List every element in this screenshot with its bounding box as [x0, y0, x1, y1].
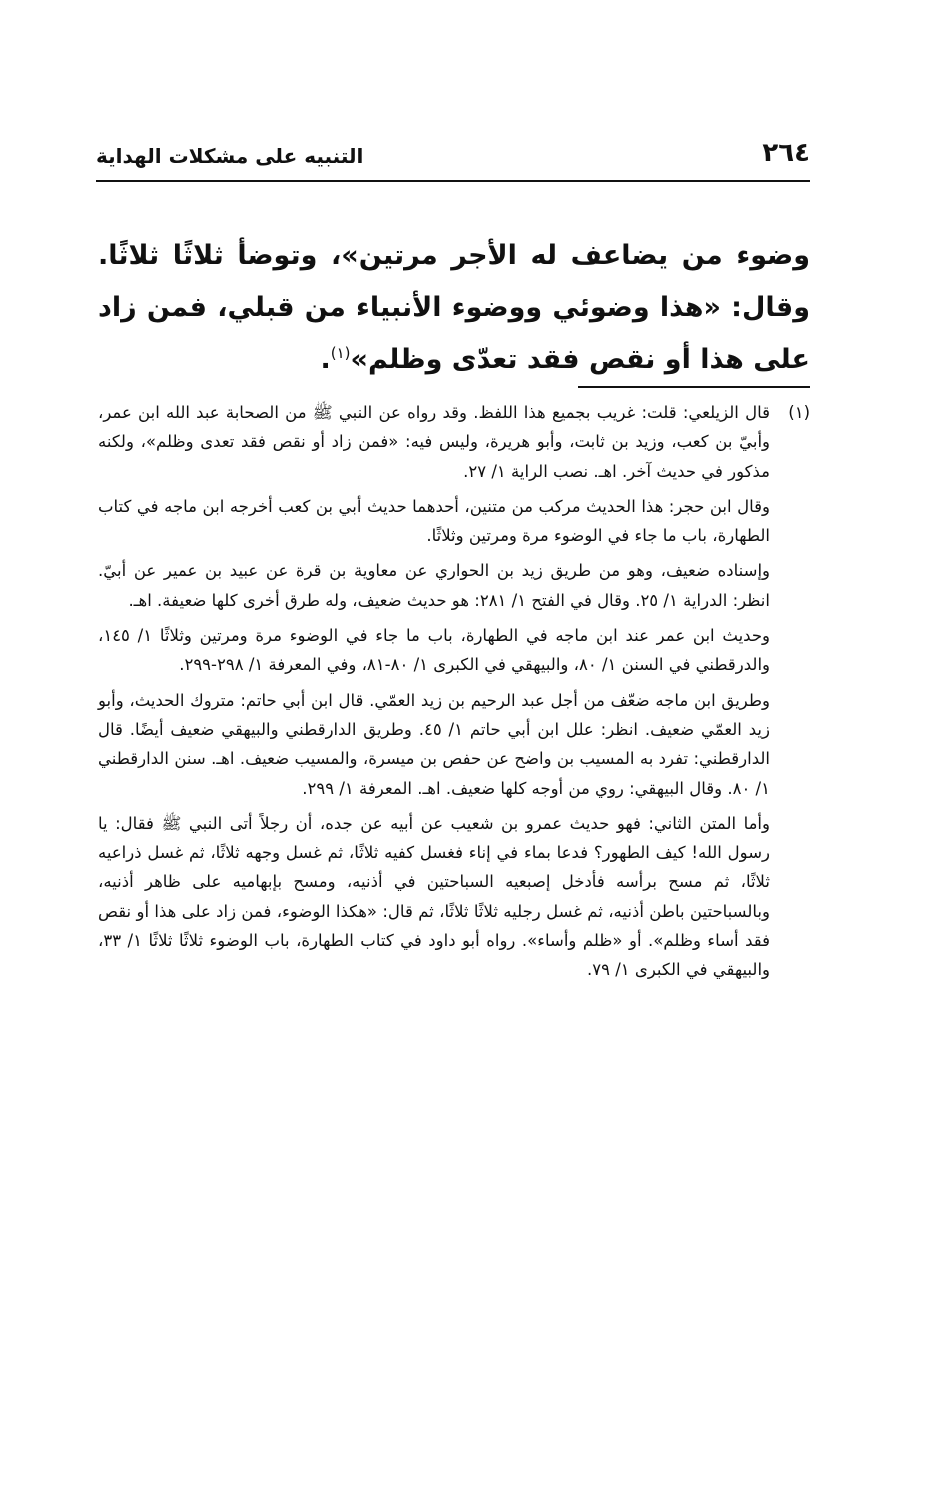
running-title: التنبيه على مشكلات الهداية — [96, 144, 364, 168]
footnote-text: وحديث ابن عمر عند ابن ماجه في الطهارة، باب ما جاء في الوضوء مرة ومرتين وثلاثًا ١/ ١٤٥، والدرقطني في السنن ١/ ٨٠، والبيهقي في الكبرى ١/ ٨٠-٨١، وفي المعرفة ١/ ٢٩٨-٢٩٩. — [98, 626, 771, 675]
footnote-paragraph — [98, 556, 810, 615]
footnote-paragraph — [98, 809, 810, 985]
footnote-number: (١) — [788, 403, 810, 422]
main-text — [98, 230, 810, 386]
footnote-text: وقال ابن حجر: هذا الحديث مركب من متنين، أحدهما حديث أبي بن كعب أخرجه ابن ماجه في كتاب الطهارة، باب ما جاء في الوضوء مرة ومرتين وثلاثًا. — [98, 496, 770, 546]
main-text-end: . — [320, 344, 331, 375]
footnote-paragraph — [98, 621, 810, 680]
footnote-reference: (١) — [330, 344, 351, 362]
footnote-text: وطريق ابن ماجه ضعّف من أجل عبد الرحيم بن زيد العمّي. قال ابن أبي حاتم: متروك الحديث، وأبو زيد العمّي ضعيف. انظر: علل ابن أبي حاتم ١/ ٤٥. وطريق الدارقطني والبيهقي ضعيف أيضًا. قال الدارقطني: تفرد به المسيب بن واضح عن حفص بن ميسرة، والمسيب ضعيف. اهـ. سنن الدارقطني ١/ ٨٠. وقال البيهقي: روي من أوجه كلها ضعيف. اهـ. المعرفة ١/ ٢٩٩. — [98, 690, 770, 798]
page-number: ٢٦٤ — [762, 138, 810, 168]
main-text-body: وضوء من يضاعف له الأجر مرتين»، وتوضأ ثلاثًا ثلاثًا. وقال: «هذا وضوئي ووضوء الأنبياء من قبلي، فمن زاد على هذا أو نقص فقد تعدّى وظلم» — [98, 240, 810, 375]
header-rule — [96, 180, 810, 182]
footnote-text: وأما المتن الثاني: فهو حديث عمرو بن شعيب عن أبيه عن جده، أن رجلاً أتى النبي ﷺ فقال: يا رسول الله! كيف الطهور؟ فدعا بماء في إناء فغسل كفيه ثلاثًا، ثم غسل وجهه ثلاثًا، ثم غسل ذراعيه ثلاثًا، ثم مسح برأسه فأدخل إصبعيه السباحتين في أذنيه، ومسح بإبهاميه على ظاهر أذنيه، وبالسباحتين باطن أذنيه، ثم غسل رجليه ثلاثًا ثلاثًا، ثم قال: «هكذا الوضوء، فمن زاد على هذا أو نقص فقد أساء وظلم». أو «ظلم وأساء». رواه أبو داود في كتاب الطهارة، باب الوضوء ثلاثًا ثلاثًا ١/ ٣٣، والبيهقي في الكبرى ١/ ٧٩. — [98, 813, 770, 980]
page-header — [96, 138, 810, 182]
footnote-text: وإسناده ضعيف، وهو من طريق زيد بن الحواري عن معاوية بن قرة عن عبيد بن عمير عن أبيّ. انظر: الدراية ١/ ٢٥. وقال في الفتح ١/ ٢٨١: هو حديث ضعيف، وله طرق أخرى كلها ضعيفة. اهـ. — [98, 561, 770, 610]
footnotes — [98, 398, 810, 991]
footnote-paragraph — [98, 492, 810, 551]
footnote-separator — [578, 386, 810, 388]
footnote-paragraph — [98, 398, 810, 486]
footnote-text: قال الزيلعي: قلت: غريب بجميع هذا اللفظ. وقد رواه عن النبي ﷺ من الصحابة عبد الله ابن عمر، وأبيّ بن كعب، وزيد بن ثابت، وأبو هريرة، وليس فيه: «فمن زاد أو نقص فقد تعدى وظلم»، ولكنه مذكور في حديث آخر. اهـ. نصب الراية ١/ ٢٧. — [98, 403, 770, 481]
footnote-paragraph — [98, 686, 810, 803]
